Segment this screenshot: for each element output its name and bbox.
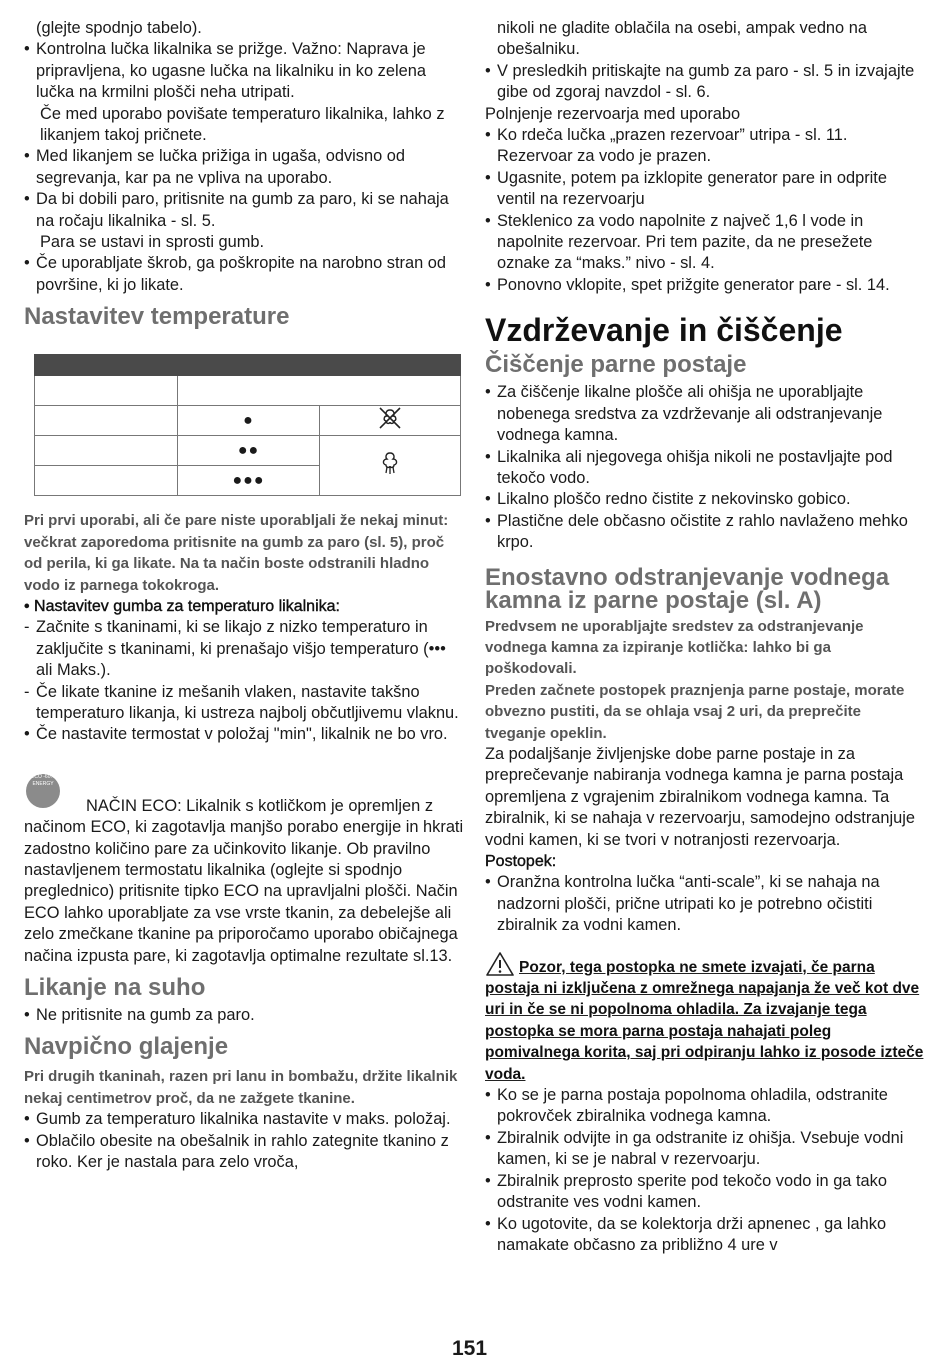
clean-bullet-3: • Plastične dele občasno očistite z rahlo navlaženo mehko krpo. <box>485 511 908 552</box>
refill-bullet-2: • Steklenico za vodo napolnite z največ 1,6 l vode in napolnite rezervoar. Pri tem pazite, da ne presežete oznake za “maks.” nivo - sl. 4. <box>485 211 873 273</box>
no-steam-icon <box>320 406 461 436</box>
eco-energy-icon: ECO -60% ENERGY <box>26 774 60 808</box>
clean-bullet-1: • Likalnika ali njegovega ohišja nikoli ne postavljajte pod tekočo vodo. <box>485 447 893 487</box>
warning-icon <box>485 951 515 977</box>
page-number: 151 <box>452 1337 488 1360</box>
procedure-label: Postopek: <box>485 853 557 870</box>
heading-temperature: Nastavitev temperature <box>24 303 290 331</box>
temperature-table <box>34 354 461 496</box>
heading-descaling: Enostavno odstranjevanje vodnega kamna iz parne postaje (sl. A) <box>485 563 890 614</box>
intro-cont-5: Para se ustavi in sprosti gumb. <box>40 233 265 252</box>
first-use-note: Pri prvi uporabi, ali če pare niste uporabljali že nekaj minut: večkrat zaporedoma pritisnite na gumb za paro (sl. 5), proč od perila, ki ga likate. Na ta način boste odstranili hladno vodo iz parnega tokokroga. <box>24 512 449 594</box>
table-row <box>35 436 461 466</box>
eco-paragraph: NAČIN ECO: Likalnik s kotličkom je opremljen z načinom ECO, ki zagotavlja manjšo porabo energije in hkrati zadostno količino pare za učinkovito likanje. Ob pravilno nastavljenem termostatu likalnika (oglejte si spodnjo preglednico) pritisnite tipko ECO na upravljalni plošči. Način ECO lahko uporabljate za vse vrste tkanin, za debelejše ali zelo zmečkane tkanine pa priporočamo uporabo običajnega načina izpusta pare, ki zagotavlja optimalne rezultate sl.13. <box>24 796 464 965</box>
warning-block <box>485 957 925 1085</box>
warning-text: Pozor, tega postopka ne smete izvajati, če parna postaja ni izključena z omrežnega napajanja že več kot dve uri in če se ni popolnoma ohladila. Za izvajanje tega postopka se mora parna postaja nahajati poleg pomivalnega korita, saj pri odpiranju lahko iz posode izteče voda. <box>485 958 924 1083</box>
dash-item-0: - Začnite s tkaninami, ki se likajo z nizko temperaturo in zaključite s tkaninami, ki prenašajo višjo temperaturo (••• ali Maks.). <box>24 618 446 680</box>
intro-cont-2: Če med uporabo povišate temperaturo likalnika, lahko z likanjem takoj pričnete. <box>40 104 445 145</box>
intro-bullet-1: • Kontrolna lučka likalnika se prižge. Važno: Naprava je pripravljena, ko ugasne lučka na likalniku in ko zelena lučka na krmilni plošči neha utripati. <box>24 40 426 102</box>
table-row <box>35 406 461 436</box>
descale-warning-0: Predvsem ne uporabljajte sredstev za odstranjevanje vodnega kamna za izpiranje kotlička: lahko bi ga poškodovali. <box>485 617 864 678</box>
knob-label: • Nastavitev gumba za temperaturo likalnika: <box>24 597 340 615</box>
final-bullet-1: • Zbiralnik odvijte in ga odstranite iz ohišja. Vsebuje vodni kamen, ki se je nabral v rezervoarju. <box>485 1128 904 1169</box>
refill-bullet-0: • Ko rdeča lučka „prazen rezervoar” utripa - sl. 11. Rezervoar za vodo je prazen. <box>485 126 848 166</box>
thermostat-bullet: • Če nastavite termostat v položaj "min", likalnik ne bo vro. <box>24 725 448 744</box>
intro-bullet-6: • Če uporabljate škrob, ga poškropite na narobno stran od površine, ki jo likate. <box>24 254 447 294</box>
top-bullet: • V presledkih pritiskajte na gumb za paro - sl. 5 in izvajajte gibe od zgoraj navzdol - sl. 6. <box>485 61 915 102</box>
dot-setting-2: ●● <box>178 436 320 466</box>
final-bullet-0: • Ko se je parna postaja popolnoma ohladila, odstranite pokrovček zbiralnika vodnega kamna. <box>485 1086 888 1126</box>
refill-bullet-1: • Ugasnite, potem pa izklopite generator pare in odprite ventil na rezervoarju <box>485 168 887 209</box>
heading-cleaning: Čiščenje parne postaje <box>485 351 747 379</box>
vertical-note: Pri drugih tkaninah, razen pri lanu in bombažu, držite likalnik nekaj centimetrov proč, da ne zažgete tkanine. <box>24 1068 458 1107</box>
heading-vertical-steaming: Navpično glajenje <box>24 1033 229 1061</box>
dash-item-1: - Če likate tkanine iz mešanih vlaken, nastavite takšno temperaturo likanja, ki ustreza najbolj občutljivemu vlaknu. <box>24 682 459 722</box>
descale-warning-1: Preden začnete postopek praznjenja parne postaje, morate obvezno pustiti, da se ohlaja vsaj 2 uri, da preprečite tveganje opeklin. <box>485 681 905 742</box>
eco-section <box>24 773 464 967</box>
dry-bullet: • Ne pritisnite na gumb za paro. <box>24 1006 255 1024</box>
clean-bullet-0: • Za čiščenje likalne plošče ali ohišja ne uporabljajte nobenega sredstva za vzdrževanje ali odstranjevanje vodnega kamna. <box>485 383 883 445</box>
intro-bullet-3: • Med likanjem se lučka prižiga in ugaša, odvisno od segrevanja, kar pa ne vpliva na uporabo. <box>24 147 405 187</box>
steam-icon <box>320 436 461 496</box>
descale-paragraph: Za podaljšanje življenjske dobe parne postaje in za preprečevanje nabiranja vodnega kamna je parna postaja opremljena z vgrajenim zbiralnikom vodnega kamna. Ta zbiralnik, ki se nahaja v rezervoarju, samodejno odstranjuje vodni kamen, ki se tvori v notranjosti rezervoarja. <box>485 744 916 849</box>
final-bullet-3: • Ko ugotovite, da se kolektorja drži apnenec , ga lahko namakate občasno za približno 4 ure v <box>485 1214 887 1254</box>
main-heading: Vzdrževanje in čiščenje <box>485 312 843 349</box>
left-column <box>24 18 464 1173</box>
refill-bullet-3: • Ponovno vklopite, spet prižgite generator pare - sl. 14. <box>485 275 890 294</box>
refill-label: Polnjenje rezervoarja med uporabo <box>485 104 741 123</box>
vertical-bullet-0: • Gumb za temperaturo likalnika nastavite v maks. položaj. <box>24 1110 451 1129</box>
dot-setting-1: ● <box>178 406 320 436</box>
intro-bullet-4: • Da bi dobili paro, pritisnite na gumb za paro, ki se nahaja na ročaju likalnika - sl. 5. <box>24 190 449 230</box>
right-column <box>485 18 925 1256</box>
table-header <box>35 355 461 376</box>
heading-dry-ironing: Likanje na suho <box>24 974 206 1001</box>
clean-bullet-2: • Likalno ploščo redno čistite z nekovinsko gobico. <box>485 490 851 509</box>
final-bullet-2: • Zbiralnik preprosto sperite pod tekočo vodo in ga tako odstranite ves vodni kamen. <box>485 1171 887 1212</box>
top-continuation: nikoli ne gladite oblačila na osebi, ampak vedno na obešalniku. <box>497 19 867 59</box>
intro-cont-0: (glejte spodnjo tabelo). <box>36 19 202 37</box>
procedure-bullet: • Oranžna kontrolna lučka “anti-scale”, ki se nahaja na nadzorni plošči, prične utripati ko je potrebno očistiti zbiralnik za vodni kamen. <box>485 873 880 935</box>
vertical-bullet-1: • Oblačilo obesite na obešalnik in rahlo zategnite tkanino z roko. Ker je nastala para zelo vroča, <box>24 1131 449 1172</box>
dot-setting-3: ●●● <box>178 466 320 496</box>
